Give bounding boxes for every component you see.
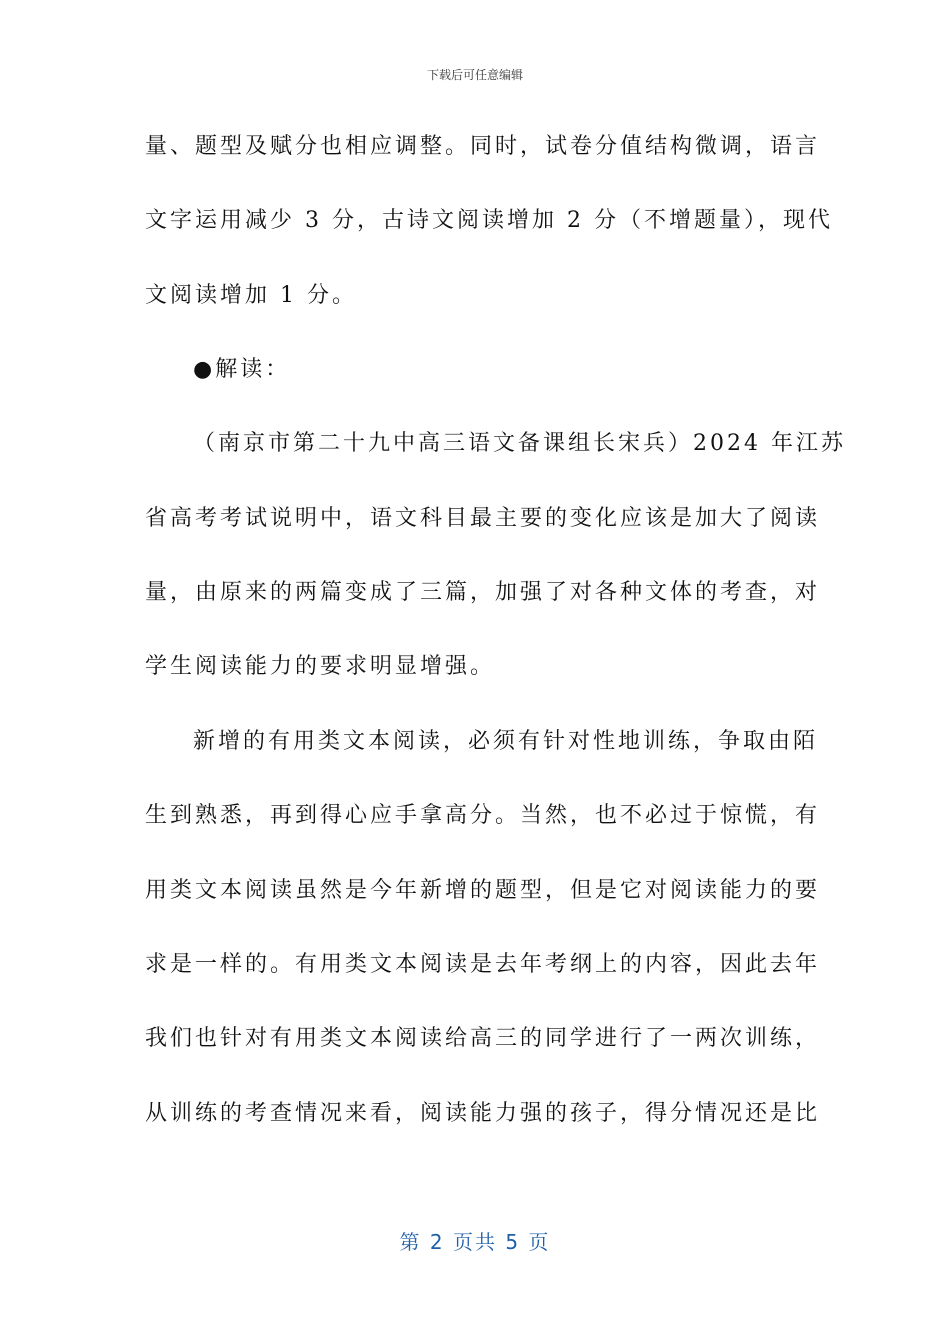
body-line-5: （南京市第二十九中高三语文备课组长宋兵）2024 年江苏 bbox=[193, 431, 846, 456]
body-line-7: 量，由原来的两篇变成了三篇，加强了对各种文体的考查，对 bbox=[145, 580, 821, 605]
section-heading: ●解读： bbox=[193, 357, 291, 382]
body-line-8: 学生阅读能力的要求明显增强。 bbox=[145, 654, 496, 679]
page-footer: 第 2 页共 5 页 bbox=[399, 1230, 551, 1254]
body-line-1: 量、题型及赋分也相应调整。同时，试卷分值结构微调，语言 bbox=[145, 134, 821, 159]
body-line-2: 文字运用减少 3 分，古诗文阅读增加 2 分（不增题量），现代 bbox=[145, 208, 833, 233]
body-line-9: 新增的有用类文本阅读，必须有针对性地训练，争取由陌 bbox=[193, 729, 819, 754]
body-line-11: 用类文本阅读虽然是今年新增的题型，但是它对阅读能力的要 bbox=[145, 878, 821, 903]
body-line-10: 生到熟悉，再到得心应手拿高分。当然，也不必过于惊慌，有 bbox=[145, 803, 821, 828]
body-line-12: 求是一样的。有用类文本阅读是去年考纲上的内容，因此去年 bbox=[145, 952, 821, 977]
body-line-3: 文阅读增加 1 分。 bbox=[145, 283, 357, 308]
body-line-14: 从训练的考查情况来看，阅读能力强的孩子，得分情况还是比 bbox=[145, 1101, 821, 1126]
page-header: 下载后可任意编辑 bbox=[426, 68, 523, 82]
body-line-13: 我们也针对有用类文本阅读给高三的同学进行了一两次训练， bbox=[145, 1026, 821, 1051]
body-line-6: 省高考考试说明中，语文科目最主要的变化应该是加大了阅读 bbox=[145, 506, 821, 531]
